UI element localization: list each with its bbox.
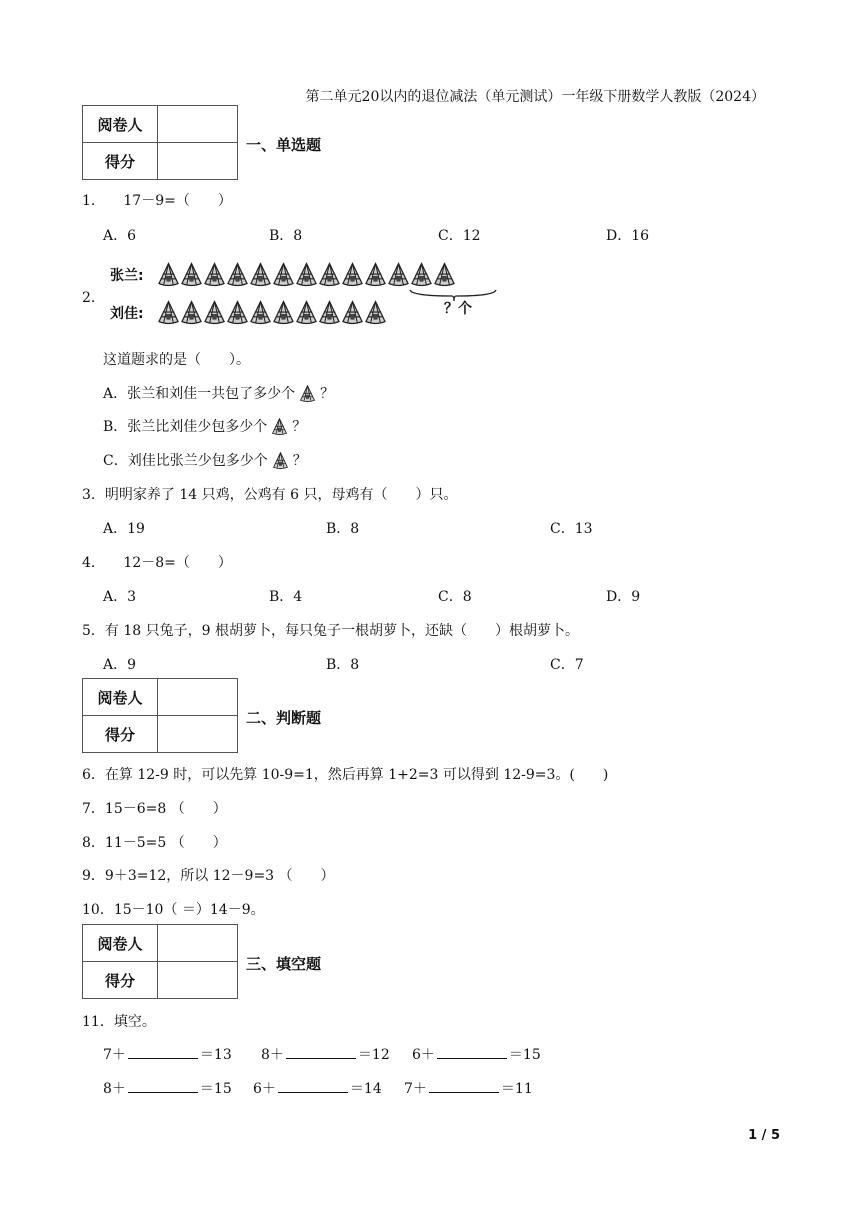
question-number: 4． — [82, 555, 105, 571]
question-4 — [82, 552, 232, 572]
reviewer-label: 阅卷人 — [83, 925, 158, 962]
option-d[interactable]: D．16 — [606, 228, 650, 244]
grader-table — [82, 678, 238, 753]
equation-part: ＝15 — [199, 1081, 232, 1097]
equation-part: 6＋ — [412, 1047, 435, 1063]
option-a[interactable]: A．3 — [103, 589, 137, 605]
page-number: 1 / 5 — [748, 1128, 780, 1143]
zongzi-icon — [158, 300, 179, 326]
zongzi-icon — [227, 300, 248, 326]
zongzi-icon — [227, 262, 248, 288]
question-text: 12－8=（ ） — [123, 555, 232, 571]
equation-part: ＝11 — [500, 1081, 533, 1097]
answer-blank[interactable] — [128, 1044, 198, 1059]
option-c[interactable] — [103, 450, 307, 470]
equation-part: ＝15 — [508, 1047, 541, 1063]
option-a[interactable]: A．9 — [103, 657, 137, 673]
equation-part: 8＋ — [103, 1081, 126, 1097]
zongzi-icon — [250, 300, 271, 326]
question-3 — [82, 484, 457, 504]
score-label: 得分 — [83, 143, 158, 180]
question-number: 3． — [82, 487, 105, 503]
option-text: B．张兰比刘佳少包多少个 — [103, 419, 268, 435]
fill-item — [103, 1044, 232, 1064]
option-text: A．张兰和刘佳一共包了多少个 — [103, 386, 296, 402]
reviewer-label: 阅卷人 — [83, 106, 158, 143]
reviewer-label: 阅卷人 — [83, 679, 158, 716]
option-suffix: ？ — [292, 419, 307, 435]
fill-item — [412, 1044, 541, 1064]
equation-part: ＝14 — [349, 1081, 382, 1097]
answer-blank[interactable] — [128, 1078, 198, 1093]
question-text: 17－9=（ ） — [123, 193, 232, 209]
equation-part: 7＋ — [103, 1047, 126, 1063]
option-b[interactable]: B．4 — [269, 589, 303, 605]
zongzi-row-zhanglan — [110, 262, 457, 288]
fill-item — [404, 1078, 533, 1098]
equation-part: 7＋ — [404, 1081, 427, 1097]
answer-blank[interactable] — [278, 1078, 348, 1093]
name-label: 刘佳: — [110, 306, 144, 322]
question-mark-label: ？个 — [444, 301, 472, 317]
zongzi-icon — [319, 262, 340, 288]
option-c[interactable]: C．8 — [438, 589, 472, 605]
zongzi-icon — [296, 300, 317, 326]
equation-part: 6＋ — [253, 1081, 276, 1097]
option-suffix: ？ — [320, 386, 335, 402]
score-label: 得分 — [83, 716, 158, 753]
question-11: 11．填空。 — [82, 1014, 156, 1030]
option-c[interactable]: C．12 — [438, 228, 481, 244]
document-header: 第二单元20以内的退位减法（单元测试）一年级下册数学人教版（2024） — [305, 89, 765, 105]
option-a[interactable]: A．19 — [103, 521, 145, 537]
option-c[interactable]: C．13 — [550, 521, 593, 537]
question-text: 有 18 只兔子，9 根胡萝卜，每只兔子一根胡萝卜，还缺（ ）根胡萝卜。 — [104, 623, 579, 639]
question-number: 5． — [82, 623, 105, 639]
fill-item — [253, 1078, 382, 1098]
question-1 — [82, 190, 232, 210]
answer-blank[interactable] — [286, 1044, 356, 1059]
zongzi-icon — [296, 262, 317, 288]
zongzi-icon — [250, 262, 271, 288]
zongzi-icon — [411, 262, 432, 288]
reviewer-cell[interactable] — [158, 106, 238, 143]
zongzi-icon — [181, 300, 202, 326]
equation-part: 8＋ — [261, 1047, 284, 1063]
option-d[interactable]: D．9 — [606, 589, 641, 605]
question-number: 1． — [82, 193, 105, 209]
section-title: 一、单选题 — [246, 136, 322, 154]
option-c[interactable]: C．7 — [550, 657, 584, 673]
zongzi-icon — [273, 300, 294, 326]
option-text: C．刘佳比张兰少包多少个 — [103, 453, 268, 469]
reviewer-cell[interactable] — [158, 925, 238, 962]
equation-part: ＝13 — [199, 1047, 232, 1063]
zongzi-icon — [158, 262, 179, 288]
fill-item — [103, 1078, 232, 1098]
zongzi-icon — [271, 418, 288, 436]
question-7: 7．15－6=8 （ ） — [82, 801, 227, 817]
question-number: 2． — [82, 290, 105, 306]
option-a[interactable] — [103, 383, 334, 403]
zongzi-icon — [272, 452, 289, 470]
option-b[interactable]: B．8 — [269, 228, 303, 244]
option-a[interactable]: A．6 — [103, 228, 137, 244]
zongzi-icon — [342, 262, 363, 288]
zongzi-icon — [319, 300, 340, 326]
option-b[interactable]: B．8 — [326, 521, 360, 537]
zongzi-icon — [299, 385, 316, 403]
question-text: 这道题求的是（ ）。 — [103, 352, 250, 368]
option-b[interactable]: B．8 — [326, 657, 360, 673]
score-label: 得分 — [83, 962, 158, 999]
question-10: 10．15－10（ ＝）14－9。 — [82, 902, 265, 918]
section-title: 三、填空题 — [246, 955, 322, 973]
zongzi-icon — [204, 300, 225, 326]
option-suffix: ？ — [292, 453, 307, 469]
answer-blank[interactable] — [437, 1044, 507, 1059]
zongzi-icon — [434, 262, 455, 288]
fill-item — [261, 1044, 390, 1064]
equation-part: ＝12 — [357, 1047, 390, 1063]
question-5 — [82, 620, 579, 640]
question-6: 6．在算 12-9 时，可以先算 10-9=1，然后再算 1+2=3 可以得到 12-9=3。( ) — [82, 767, 609, 783]
grader-table — [82, 924, 238, 999]
zongzi-icon — [342, 300, 363, 326]
zongzi-icon — [273, 262, 294, 288]
section-title: 二、判断题 — [246, 709, 322, 727]
zongzi-icon — [204, 262, 225, 288]
question-9: 9．9＋3=12，所以 12－9=3 （ ） — [82, 868, 335, 884]
zongzi-icon — [365, 262, 386, 288]
answer-blank[interactable] — [429, 1078, 499, 1093]
score-cell[interactable] — [158, 143, 238, 180]
reviewer-cell[interactable] — [158, 679, 238, 716]
question-text: 明明家养了 14 只鸡，公鸡有 6 只，母鸡有（ ）只。 — [104, 487, 458, 503]
name-label: 张兰: — [110, 268, 144, 284]
score-cell[interactable] — [158, 716, 238, 753]
zongzi-icon — [365, 300, 386, 326]
zongzi-row-liujia — [110, 300, 388, 326]
score-cell[interactable] — [158, 962, 238, 999]
option-b[interactable] — [103, 416, 306, 436]
question-8: 8．11－5=5 （ ） — [82, 835, 227, 851]
zongzi-icon — [388, 262, 409, 288]
zongzi-icon — [181, 262, 202, 288]
grader-table — [82, 105, 238, 180]
